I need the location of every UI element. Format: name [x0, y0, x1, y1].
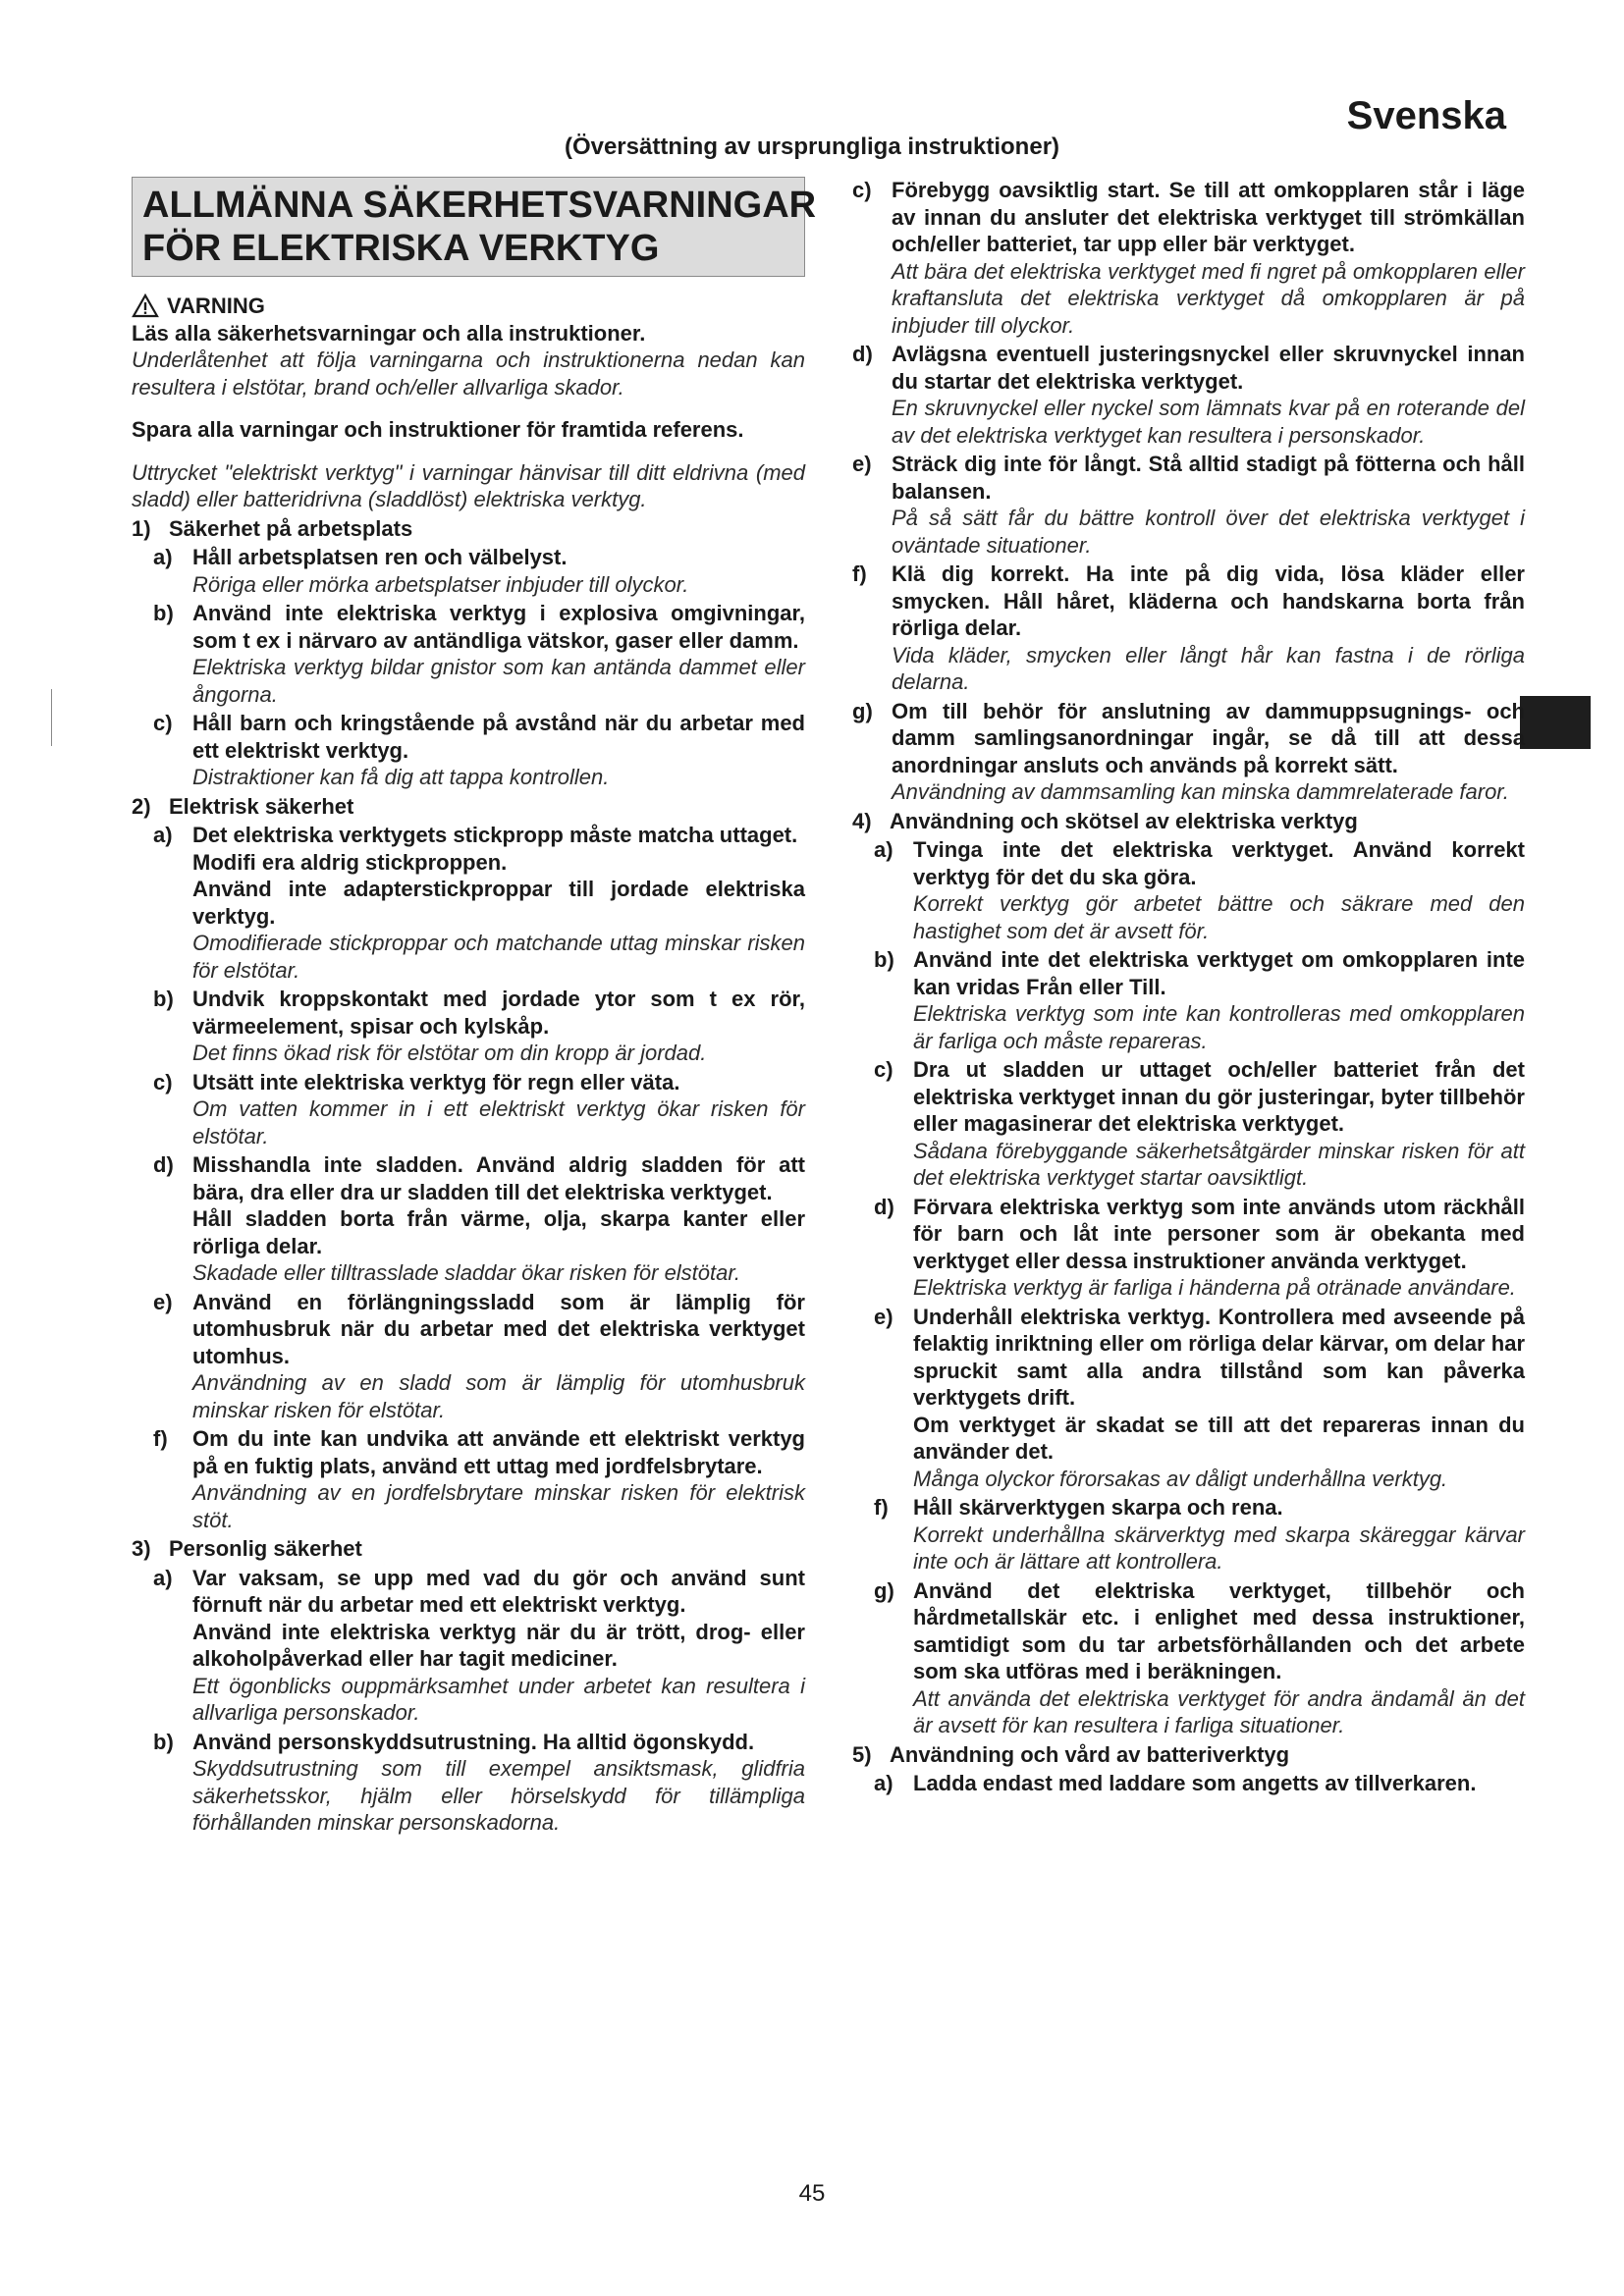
section-2-heading — [132, 793, 805, 821]
item-label: a) — [153, 823, 173, 847]
banner-line-2: FÖR ELEKTRISKA VERKTYG — [142, 228, 660, 269]
language-label: Svenska — [1346, 94, 1506, 137]
item-label: c) — [852, 178, 872, 202]
item-label: c) — [153, 711, 173, 735]
list-item — [153, 1289, 805, 1424]
item-rule: Använd inte adapterstickproppar till jordade elektriska verktyg. — [192, 877, 805, 929]
item-rule: Var vaksam, se upp med vad du gör och använd sunt förnuft när du arbetar med ett elektriskt verktyg. — [192, 1565, 805, 1617]
warning-lead: Läs alla säkerhetsvarningar och alla instruktioner. — [132, 320, 646, 346]
list-item — [852, 698, 1525, 806]
item-rule: Tvinga inte det elektriska verktyget. Använd korrekt verktyg för det du ska göra. — [913, 837, 1525, 889]
save-instructions: Spara alla varningar och instruktioner för framtida referens. — [132, 417, 744, 442]
item-label: d) — [852, 342, 873, 366]
list-item — [153, 1069, 805, 1150]
item-explanation: Röriga eller mörka arbetsplatser inbjuder till olyckor. — [192, 571, 689, 597]
item-rule: Använd personskyddsutrustning. Ha alltid ögonskydd. — [192, 1729, 755, 1754]
item-rule: Sträck dig inte för långt. Stå alltid stadigt på fötterna och håll balansen. — [892, 452, 1525, 504]
section-1-number: 1) — [132, 515, 151, 541]
section-tab-marker — [1520, 696, 1591, 749]
item-explanation: En skruvnyckel eller nyckel som lämnats kvar på en roterande del av det elektriska verktyget kan resultera i personskador. — [892, 396, 1525, 448]
warning-triangle-icon — [132, 294, 159, 318]
item-explanation: Elektriska verktyg som inte kan kontrolleras med omkopplaren är farliga och måste repareras. — [913, 1001, 1525, 1053]
section-5-heading — [852, 1741, 1525, 1769]
translation-note: (Översättning av ursprungliga instruktioner) — [564, 133, 1060, 160]
item-label: e) — [153, 1289, 173, 1314]
item-rule: Håll arbetsplatsen ren och välbelyst. — [192, 545, 568, 569]
list-item — [874, 1577, 1525, 1739]
list-item — [153, 986, 805, 1067]
list-item — [153, 1565, 805, 1727]
list-item — [153, 822, 805, 984]
list-item — [874, 946, 1525, 1054]
item-label: a) — [153, 545, 173, 569]
item-explanation: Sådana förebyggande säkerhetsåtgärder minskar risken för att det elektriska verktyget startar oavsiktligt. — [913, 1138, 1525, 1190]
list-item — [153, 544, 805, 598]
item-label: f) — [852, 561, 867, 586]
item-rule: Använd inte det elektriska verktyget om omkopplaren inte kan vridas Från eller Till. — [913, 947, 1525, 999]
banner-line-1: ALLMÄNNA SÄKERHETSVARNINGAR — [142, 185, 817, 226]
item-label: c) — [874, 1057, 893, 1082]
item-rule: Använd en förlängningssladd som är lämplig för utomhusbruk när du arbetar med det elektriska verktyget utomhus. — [192, 1289, 805, 1368]
item-label: g) — [874, 1577, 894, 1603]
item-label: e) — [874, 1304, 893, 1329]
item-label: f) — [874, 1495, 889, 1520]
item-rule: Klä dig korrekt. Ha inte på dig vida, lösa kläder eller smycken. Håll håret, kläderna och handskarna borta från rörliga delar. — [892, 561, 1525, 640]
list-item — [153, 1729, 805, 1837]
list-item — [852, 451, 1525, 559]
item-explanation: Ett ögonblicks ouppmärksamhet under arbetet kan resultera i allvarliga personskador. — [192, 1673, 805, 1725]
item-explanation: Det finns ökad risk för elstötar om din kropp är jordad. — [192, 1041, 707, 1065]
item-label: g) — [852, 698, 873, 723]
item-explanation: Distraktioner kan få dig att tappa kontrollen. — [192, 765, 610, 789]
item-explanation: Skadade eller tilltrasslade sladdar ökar risken för elstötar. — [192, 1260, 741, 1285]
item-explanation: Korrekt underhållna skärverktyg med skarpa skäreggar kärvar inte och är lättare att kontrollera. — [913, 1522, 1525, 1574]
item-rule: Förebygg oavsiktlig start. Se till att omkopplaren står i läge av innan du ansluter det elektriska verktyget till strömkällan och/eller batteriet, tar upp eller bär verktyget. — [892, 178, 1525, 256]
item-rule: Det elektriska verktygets stickpropp måste matcha uttaget. — [192, 823, 798, 847]
list-item — [874, 1194, 1525, 1302]
term-definition: Uttrycket "elektriskt verktyg" i varningar hänvisar till ditt eldrivna (med sladd) eller batteridrivna (sladdlöst) elektriska verktyg. — [132, 459, 805, 511]
item-rule: Avlägsna eventuell justeringsnyckel eller skruvnyckel innan du startar det elektriska verktyget. — [892, 342, 1525, 394]
section-2-title: Elektrisk säkerhet — [169, 793, 354, 819]
item-label: c) — [153, 1069, 173, 1095]
section-4-number: 4) — [852, 808, 872, 833]
item-rule: Underhåll elektriska verktyg. Kontrollera med avseende på felaktig inriktning eller om rörliga delar kärvar, om delar har spruckit samt alla andra tillstånd som kan påverka verktygets drift. — [913, 1304, 1525, 1410]
item-explanation: Att bära det elektriska verktyget med fi ngret på omkopplaren eller kraftansluta det elektriska verktyget då omkopplaren är på inbjuder till olyckor. — [892, 258, 1525, 338]
item-label: a) — [874, 1771, 893, 1795]
section-3-number: 3) — [132, 1536, 151, 1561]
item-rule: Om du inte kan undvika att använde ett elektriskt verktyg på en fuktig plats, använd ett uttag med jordfelsbrytare. — [192, 1426, 805, 1478]
item-explanation: Många olyckor förorsakas av dåligt underhållna verktyg. — [913, 1466, 1448, 1491]
item-label: b) — [153, 1729, 174, 1754]
item-label: a) — [874, 837, 893, 862]
safety-heading-banner — [132, 177, 817, 277]
item-rule: Använd det elektriska verktyget, tillbehör och hårdmetallskär etc. i enlighet med dessa instruktioner, samtidigt som du tar arbetsförhållanden och det arbete som ska utföras med i beräkningen. — [913, 1577, 1525, 1683]
section-4-title: Användning och skötsel av elektriska verktyg — [890, 808, 1358, 833]
item-rule: Förvara elektriska verktyg som inte används utom räckhåll för barn och låt inte personer som är obekanta med verktyget eller dessa instruktioner använda verktyget. — [913, 1194, 1525, 1273]
margin-mark — [51, 689, 52, 746]
item-rule: Håll skärverktygen skarpa och rena. — [913, 1495, 1283, 1520]
item-rule: Modifi era aldrig stickproppen. — [192, 849, 508, 875]
list-item — [153, 1425, 805, 1533]
list-item — [153, 600, 805, 708]
item-label: b) — [153, 601, 174, 625]
item-rule: Undvik kroppskontakt med jordade ytor som t ex rör, värmeelement, spisar och kylskåp. — [192, 987, 805, 1039]
section-4-heading — [852, 808, 1525, 835]
section-2-number: 2) — [132, 793, 151, 819]
item-label: b) — [874, 947, 894, 972]
item-label: e) — [852, 452, 872, 476]
list-item — [852, 561, 1525, 696]
item-explanation: Användning av en jordfelsbrytare minskar risken för elektrisk stöt. — [192, 1480, 805, 1532]
item-explanation: Elektriska verktyg bildar gnistor som kan antända dammet eller ångorna. — [192, 655, 805, 707]
item-rule: Håll sladden borta från värme, olja, skarpa kanter eller rörliga delar. — [192, 1206, 805, 1258]
list-item — [874, 1494, 1525, 1575]
item-label: f) — [153, 1426, 168, 1451]
page-number: 45 — [798, 2180, 826, 2207]
item-explanation: Omodifierade stickproppar och matchande uttag minskar risken för elstötar. — [192, 931, 805, 983]
item-rule: Utsätt inte elektriska verktyg för regn eller väta. — [192, 1069, 680, 1095]
item-label: a) — [153, 1565, 173, 1590]
section-5-title: Användning och vård av batteriverktyg — [890, 1741, 1290, 1767]
item-explanation: Vida kläder, smycken eller långt hår kan fastna i de rörliga delarna. — [892, 642, 1525, 694]
item-rule: Misshandla inte sladden. Använd aldrig sladden för att bära, dra eller dra ur sladden till det elektriska verktyget. — [192, 1152, 805, 1204]
list-item — [852, 177, 1525, 339]
warning-heading — [132, 293, 805, 320]
list-item — [153, 1151, 805, 1287]
item-explanation: Om vatten kommer in i ett elektriskt verktyg ökar risken för elstötar. — [192, 1096, 805, 1148]
left-column — [132, 177, 817, 1837]
list-item — [153, 710, 805, 791]
section-5-list — [852, 1770, 1525, 1797]
section-3-title: Personlig säkerhet — [169, 1536, 362, 1561]
item-rule: Använd inte elektriska verktyg när du är trött, drog- eller alkoholpåverkad eller har tagit mediciner. — [192, 1619, 805, 1671]
item-explanation: Användning av en sladd som är lämplig för utomhusbruk minskar risken för elstötar. — [192, 1370, 805, 1422]
item-explanation: Skyddsutrustning som till exempel ansiktsmask, glidfria säkerhetsskor, hjälm eller hörselskydd för tillämpliga förhållanden minskar personskadorna. — [192, 1756, 805, 1835]
section-1-title: Säkerhet på arbetsplats — [169, 515, 413, 541]
item-rule: Om verktyget är skadat se till att det repareras innan du använder det. — [913, 1412, 1525, 1464]
warning-text: Underlåtenhet att följa varningarna och instruktionerna nedan kan resultera i elstötar, brand och/eller allvarliga skador. — [132, 347, 805, 400]
item-explanation: På så sätt får du bättre kontroll över det elektriska verktyget i oväntade situationer. — [892, 506, 1525, 558]
item-rule: Använd inte elektriska verktyg i explosiva omgivningar, som t ex i närvaro av antändliga vätskor, gaser eller damm. — [192, 601, 805, 653]
section-3-list — [132, 1565, 805, 1837]
item-rule: Dra ut sladden ur uttaget och/eller batteriet från det elektriska verktyget innan du gör justeringar, byter tillbehör eller magasinerar det elektriska verktyget. — [913, 1057, 1525, 1136]
list-item — [874, 1056, 1525, 1192]
section-1-list — [132, 544, 805, 791]
item-rule: Håll barn och kringstående på avstånd när du arbetar med ett elektriskt verktyg. — [192, 711, 805, 763]
item-label: d) — [153, 1152, 174, 1177]
item-label: b) — [153, 987, 174, 1011]
item-explanation: Användning av dammsamling kan minska dammrelaterade faror. — [892, 779, 1509, 804]
item-explanation: Korrekt verktyg gör arbetet bättre och säkrare med den hastighet som det är avsett för. — [913, 891, 1525, 943]
section-4-list — [852, 836, 1525, 1739]
list-item — [874, 1770, 1525, 1797]
item-explanation: Elektriska verktyg är farliga i händerna på otränade användare. — [913, 1275, 1516, 1300]
list-item — [874, 1304, 1525, 1493]
list-item — [874, 836, 1525, 944]
section-5-number: 5) — [852, 1741, 872, 1767]
item-label: d) — [874, 1194, 894, 1219]
item-rule: Om till behör för anslutning av dammuppsugnings- och damm samlingsanordningar ingår, se då till att dessa anordningar ansluts och används på korrekt sätt. — [892, 698, 1525, 777]
section-3-heading — [132, 1535, 805, 1563]
item-explanation: Att använda det elektriska verktyget för andra ändamål än det är avsett för kan resultera i farliga situationer. — [913, 1685, 1525, 1737]
section-3-list-continued — [852, 177, 1525, 806]
section-1-heading — [132, 515, 805, 543]
warning-title: VARNING — [167, 294, 265, 318]
list-item — [852, 341, 1525, 449]
right-column — [852, 177, 1525, 1797]
item-rule: Ladda endast med laddare som angetts av tillverkaren. — [913, 1771, 1477, 1795]
section-2-list — [132, 822, 805, 1533]
